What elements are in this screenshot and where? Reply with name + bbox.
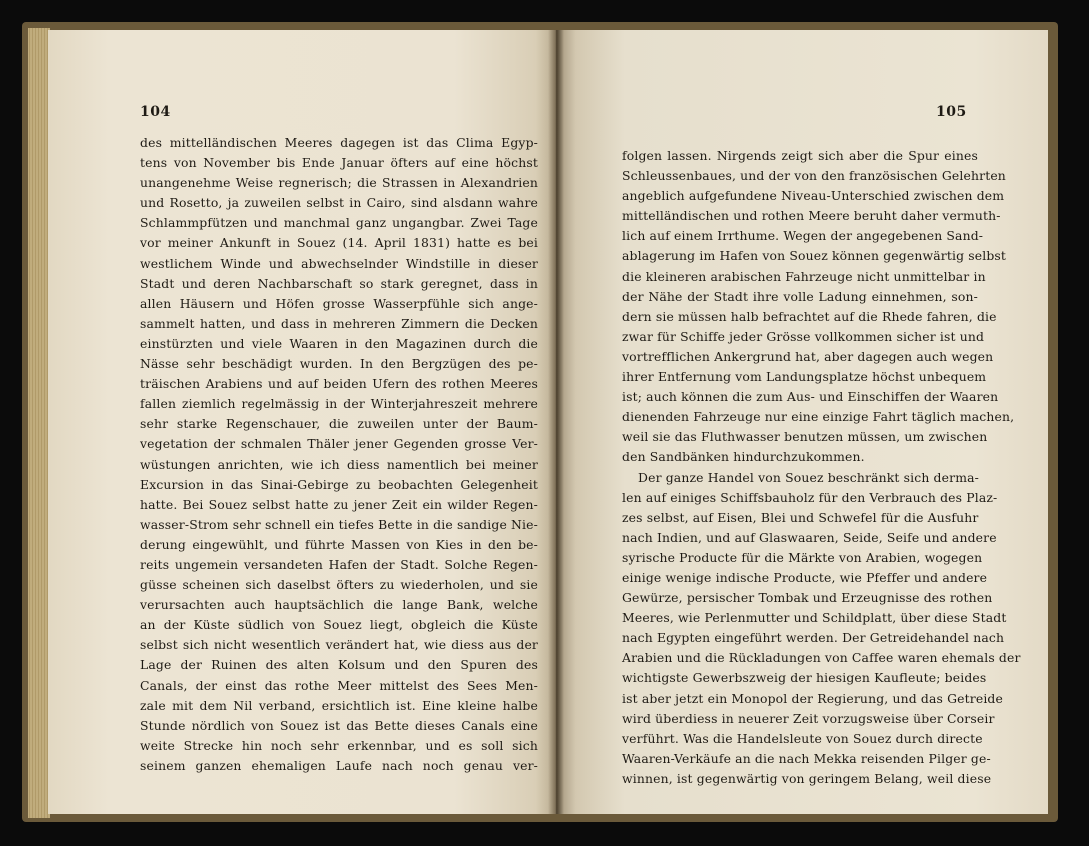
text-line: Lage der Ruinen des alten Kolsum und den Spuren des	[140, 657, 538, 673]
text-line: vor meiner Ankunft in Souez (14. April 1831) hatte es bei	[140, 235, 538, 251]
text-line: lich auf einem Irrthume. Wegen der angegebenen Sand-	[622, 228, 984, 244]
text-line: und Rosetto, ja zuweilen selbst in Cairo, sind alsdann wahre	[140, 195, 538, 211]
text-line: ist; auch können die zum Aus- und Einschiffen der Waaren	[622, 389, 999, 405]
text-line: nach Egypten eingeführt werden. Der Getreidehandel nach	[622, 630, 1005, 646]
text-line: Meeres, wie Perlenmutter und Schildplatt, über diese Stadt	[622, 610, 1007, 626]
text-line: seinem ganzen ehemaligen Laufe nach noch genau ver-	[140, 757, 538, 773]
text-line: tens von November bis Ende Januar öfters auf eine höchst	[140, 155, 538, 171]
text-line: vegetation der schmalen Thäler jener Gegenden grosse Ver-	[140, 436, 538, 452]
right-page-text	[622, 146, 1021, 789]
text-line: selbst sich nicht wesentlich verändert hat, wie diess aus der	[140, 637, 538, 653]
text-line: allen Häusern und Höfen grosse Wasserpfühle sich ange-	[140, 295, 538, 311]
text-line: winnen, ist gegenwärtig von geringem Belang, weil diese	[622, 770, 992, 786]
text-line: Stunde nördlich von Souez ist das Bette dieses Canals eine	[140, 717, 538, 733]
text-line: Excursion in das Sinai-Gebirge zu beobachten Gelegenheit	[140, 476, 538, 492]
right-page-number: 105	[936, 104, 967, 120]
text-line: einstürzten und viele Waaren in den Magazinen durch die	[140, 335, 538, 351]
text-line: Nässe sehr beschädigt wurden. In den Bergzügen des pe-	[140, 356, 538, 372]
text-line: ihrer Entfernung vom Landungsplatze höchst unbequem	[622, 369, 987, 385]
text-line: Schleussenbaues, und der von den französischen Gelehrten	[622, 168, 1006, 184]
text-line: unangenehme Weise regnerisch; die Strassen in Alexandrien	[140, 175, 538, 191]
text-line: ist aber jetzt ein Monopol der Regierung, und das Getreide	[622, 690, 1003, 706]
text-line: einige wenige indische Producte, wie Pfeffer und andere	[622, 569, 988, 585]
text-line: wasser-Strom sehr schnell ein tiefes Bette in die sandige Nie-	[140, 516, 538, 532]
text-line: syrische Producte für die Märkte von Arabien, wogegen	[622, 549, 983, 565]
page-edges	[28, 28, 50, 818]
text-line: die kleineren arabischen Fahrzeuge nicht unmittelbar in	[622, 268, 986, 284]
text-line: den Sandbänken hindurchzukommen.	[622, 449, 865, 465]
text-line: Arabien und die Rückladungen von Caffee waren ehemals der	[622, 650, 1021, 666]
text-line: folgen lassen. Nirgends zeigt sich aber die Spur eines	[622, 148, 978, 163]
text-line: Stadt und deren Nachbarschaft so stark geregnet, dass in	[140, 275, 538, 291]
text-line: güsse scheinen sich daselbst öfters zu wiederholen, und sie	[140, 577, 538, 593]
text-line: angeblich aufgefundene Niveau-Unterschied zwischen dem	[622, 188, 1005, 204]
text-line: hatte. Bei Souez selbst hatte zu jener Zeit ein wilder Regen-	[140, 496, 538, 512]
text-line: verführt. Was die Handelsleute von Souez durch directe	[622, 730, 983, 746]
text-line: vortrefflichen Ankergrund hat, aber dagegen auch wegen	[622, 348, 994, 364]
text-line: wüstungen anrichten, wie ich diess namentlich bei meiner	[140, 456, 538, 472]
text-line: wird überdiess in neuerer Zeit vorzugsweise über Corseir	[622, 710, 995, 726]
text-line: der Nähe der Stadt ihre volle Ladung einnehmen, son-	[622, 288, 978, 304]
left-page	[48, 30, 556, 814]
text-line: des mittelländischen Meeres dagegen ist das Clima Egyp-	[140, 135, 538, 150]
text-line: len auf einiges Schiffsbauholz für den Verbrauch des Plaz-	[622, 489, 998, 505]
text-line: reits ungemein versandeten Hafen der Stadt. Solche Regen-	[140, 556, 538, 572]
text-line: wichtigste Gewerbszweig der hiesigen Kaufleute; beides	[622, 670, 987, 686]
text-line: zale mit dem Nil verband, ersichtlich ist. Eine kleine halbe	[140, 697, 538, 713]
text-line: nach Indien, und auf Glaswaaren, Seide, Seife und andere	[622, 529, 997, 545]
text-line: Waaren-Verkäufe an die nach Mekka reisenden Pilger ge-	[622, 750, 991, 766]
text-line: sammelt hatten, und dass in mehreren Zimmern die Decken	[140, 315, 538, 331]
book-gutter	[548, 30, 564, 814]
text-line: dienenden Fahrzeuge nur eine einzige Fahrt täglich machen,	[622, 409, 1015, 425]
text-line: verursachten auch hauptsächlich die lange Bank, welche	[140, 597, 538, 613]
text-line: mittelländischen und rothen Meere beruht daher vermuth-	[622, 208, 1001, 224]
left-page-text	[140, 133, 538, 776]
text-line: zwar für Schiffe jeder Grösse vollkommen sicher ist und	[622, 328, 985, 344]
text-line: weil sie das Fluthwasser benutzen müssen, um zwischen	[622, 429, 988, 445]
text-line: Der ganze Handel von Souez beschränkt sich derma-	[638, 469, 979, 485]
text-line: westlichem Winde und abwechselnder Windstille in dieser	[140, 255, 538, 271]
text-line: an der Küste südlich von Souez liegt, obgleich die Küste	[140, 617, 538, 633]
text-line: weite Strecke hin noch sehr erkennbar, und es soll sich	[140, 737, 538, 753]
left-page-number: 104	[140, 104, 171, 120]
text-line: träischen Arabiens und auf beiden Ufern des rothen Meeres	[140, 376, 538, 392]
text-line: Gewürze, persischer Tombak und Erzeugnisse des rothen	[622, 590, 993, 606]
text-line: fallen ziemlich regelmässig in der Winterjahreszeit mehrere	[140, 396, 538, 412]
text-line: sehr starke Regenschauer, die zuweilen unter der Baum-	[140, 416, 538, 432]
text-line: dern sie müssen halb befrachtet auf die Rhede fahren, die	[622, 308, 997, 324]
text-line: derung eingewühlt, und führte Massen von Kies in den be-	[140, 536, 538, 552]
text-line: zes selbst, auf Eisen, Blei und Schwefel für die Ausfuhr	[622, 509, 979, 525]
text-line: ablagerung im Hafen von Souez können gegenwärtig selbst	[622, 248, 1007, 264]
right-page	[556, 30, 1048, 814]
text-line: Canals, der einst das rothe Meer mittelst des Sees Men-	[140, 677, 538, 693]
text-line: Schlammpfützen und manchmal ganz ungangbar. Zwei Tage	[140, 215, 538, 231]
